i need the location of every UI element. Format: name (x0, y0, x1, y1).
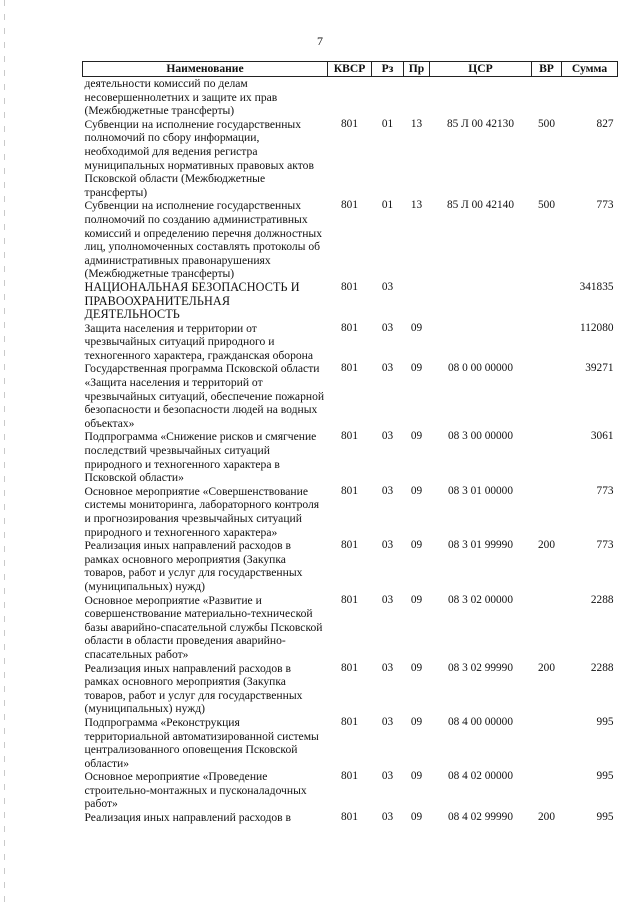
row-kvsr: 801 (341, 715, 358, 728)
header-rz: Рз (372, 62, 404, 77)
row-rz: 03 (381, 362, 394, 375)
row-vr (532, 322, 562, 363)
table-row (83, 118, 618, 200)
row-name: Реализация иных направлений расходов в (84, 811, 291, 825)
row-kvsr: 801 (341, 199, 358, 212)
row-csr: 08 3 02 99990 (448, 661, 513, 674)
row-vr: 200 (538, 661, 555, 674)
row-name: Государственная программа Псковской области «Защита населения и территорий от чрезвычайных ситуаций, обеспечение пожарной безопасности и безопасности людей на водных объектах» (84, 362, 325, 430)
row-vr (532, 362, 562, 430)
row-csr (430, 281, 532, 322)
row-name: Субвенции на исполнение государственных полномочий по созданию административных комиссий и определению перечня должностных лиц, уполномоченных составлять протоколы об административных правонарушениях (Межбюджетные трансферты) (84, 199, 323, 281)
row-name: Субвенции на исполнение государственных полномочий по сбору информации, необходимой для ведения регистра муниципальных нормативных правовых актов Псковской области (Межбюджетные трансферты) (84, 117, 314, 199)
row-pr: 09 (410, 770, 423, 783)
header-kvsr: КВСР (328, 62, 372, 77)
table-row (83, 539, 618, 593)
row-kvsr: 801 (341, 484, 358, 497)
row-kvsr: 801 (341, 811, 358, 824)
row-kvsr: 801 (341, 117, 358, 130)
row-sum: 3061 (590, 430, 614, 443)
row-rz: 03 (381, 484, 394, 497)
row-rz: 03 (381, 430, 394, 443)
table-row (83, 485, 618, 539)
table-row (83, 811, 618, 825)
row-pr (404, 281, 430, 322)
table-row (83, 594, 618, 662)
row-csr: 08 4 00 00000 (448, 715, 513, 728)
row-kvsr: 801 (341, 593, 358, 606)
row-rz: 03 (381, 539, 394, 552)
row-name: Основное мероприятие «Развитие и совершенствование материально-технической базы аварийно-спасательной службы Псковской области в области проведения аварийно-спасательных работ» (84, 593, 323, 661)
row-vr: 500 (538, 199, 555, 212)
row-vr (532, 485, 562, 539)
row-kvsr: 801 (341, 770, 358, 783)
table-row (83, 770, 618, 811)
row-sum: 2288 (590, 593, 614, 606)
row-vr (532, 430, 562, 484)
row-pr: 09 (410, 661, 423, 674)
row-csr: 08 4 02 00000 (448, 770, 513, 783)
table-row (83, 716, 618, 770)
row-vr (532, 770, 562, 811)
page-number: 7 (317, 34, 323, 48)
row-kvsr: 801 (341, 539, 358, 552)
row-pr: 09 (410, 539, 423, 552)
row-pr: 09 (410, 484, 423, 497)
section-row (83, 281, 618, 322)
row-kvsr: 801 (341, 362, 358, 375)
row-vr: 200 (538, 811, 555, 824)
header-name: Наименование (83, 62, 328, 77)
row-rz: 03 (381, 715, 394, 728)
row-rz: 03 (381, 770, 394, 783)
row-vr (532, 77, 562, 118)
row-csr: 85 Л 00 42140 (447, 199, 514, 212)
row-kvsr: 801 (341, 280, 358, 293)
header-sum: Сумма (562, 62, 618, 77)
header-csr: ЦСР (430, 62, 532, 77)
row-rz: 03 (381, 321, 394, 334)
row-name: Основное мероприятие «Совершенствование системы мониторинга, лабораторного контроля и прогнозирования чрезвычайных ситуаций природного и техногенного характера» (84, 484, 320, 539)
header-pr: Пр (404, 62, 430, 77)
row-csr: 08 3 02 00000 (448, 593, 513, 606)
row-vr: 200 (538, 539, 555, 552)
row-csr: 85 Л 00 42130 (447, 117, 514, 130)
row-sum: 995 (596, 811, 614, 824)
row-name: Реализация иных направлений расходов в рамках основного мероприятия (Закупка товаров, работ и услуг для государственных (муниципальных) нужд) (84, 539, 303, 593)
row-pr: 09 (410, 430, 423, 443)
row-name: деятельности комиссий по делам несовершеннолетних и защите их прав (Межбюджетные трансферты) (84, 77, 278, 118)
table-row (83, 662, 618, 716)
row-sum: 39271 (585, 362, 614, 375)
table-header-row (83, 62, 618, 77)
row-csr: 08 3 01 99990 (448, 539, 513, 552)
row-pr (404, 77, 430, 118)
table-row (83, 77, 618, 118)
row-rz: 03 (381, 280, 394, 293)
row-sum: 773 (596, 199, 614, 212)
table-row (83, 430, 618, 484)
row-pr: 09 (410, 593, 423, 606)
row-kvsr: 801 (341, 430, 358, 443)
row-kvsr: 801 (341, 321, 358, 334)
section-title: НАЦИОНАЛЬНАЯ БЕЗОПАСНОСТЬ И ПРАВООХРАНИТЕЛЬНАЯ ДЕЯТЕЛЬНОСТЬ (84, 279, 300, 322)
row-name: Защита населения и территории от чрезвычайных ситуаций природного и техногенного характера, гражданская оборона (84, 321, 314, 362)
row-csr (430, 77, 532, 118)
row-sum: 773 (596, 484, 614, 497)
row-rz (372, 77, 404, 118)
row-kvsr (328, 77, 372, 118)
header-vr: ВР (532, 62, 562, 77)
row-sum: 827 (596, 117, 614, 130)
row-pr: 13 (410, 199, 423, 212)
table-row (83, 322, 618, 363)
row-name: Подпрограмма «Реконструкция территориальной автоматизированной системы централизованного оповещения Псковской области» (84, 715, 319, 770)
budget-table (82, 61, 618, 825)
row-pr: 09 (410, 362, 423, 375)
row-sum: 995 (596, 715, 614, 728)
row-sum: 341835 (579, 280, 614, 293)
row-csr: 08 3 01 00000 (448, 484, 513, 497)
row-sum: 995 (596, 770, 614, 783)
row-rz: 03 (381, 593, 394, 606)
row-rz: 01 (381, 199, 394, 212)
row-pr: 09 (410, 321, 423, 334)
row-sum: 2288 (590, 661, 614, 674)
row-vr (532, 716, 562, 770)
row-sum: 773 (596, 539, 614, 552)
row-rz: 01 (381, 117, 394, 130)
row-pr: 13 (410, 117, 423, 130)
table-row (83, 199, 618, 281)
row-pr: 09 (410, 811, 423, 824)
row-rz: 03 (381, 811, 394, 824)
row-csr (430, 322, 532, 363)
row-rz: 03 (381, 661, 394, 674)
row-csr: 08 3 00 00000 (448, 430, 513, 443)
row-name: Подпрограмма «Снижение рисков и смягчение последствий чрезвычайных ситуаций природного и техногенного характера в Псковской области» (84, 430, 317, 485)
row-csr: 08 0 00 00000 (448, 362, 513, 375)
row-vr: 500 (538, 117, 555, 130)
row-csr: 08 4 02 99990 (448, 811, 513, 824)
row-sum (562, 77, 618, 118)
table-body (83, 77, 618, 825)
row-vr (532, 281, 562, 322)
row-name: Основное мероприятие «Проведение строительно-монтажных и пусконаладочных работ» (84, 770, 307, 811)
row-sum: 112080 (580, 321, 614, 334)
row-kvsr: 801 (341, 661, 358, 674)
table-row (83, 362, 618, 430)
scan-edge-mark (4, 0, 5, 905)
row-vr (532, 594, 562, 662)
row-name: Реализация иных направлений расходов в рамках основного мероприятия (Закупка товаров, работ и услуг для государственных (муниципальных) нужд) (84, 661, 303, 716)
row-pr: 09 (410, 715, 423, 728)
